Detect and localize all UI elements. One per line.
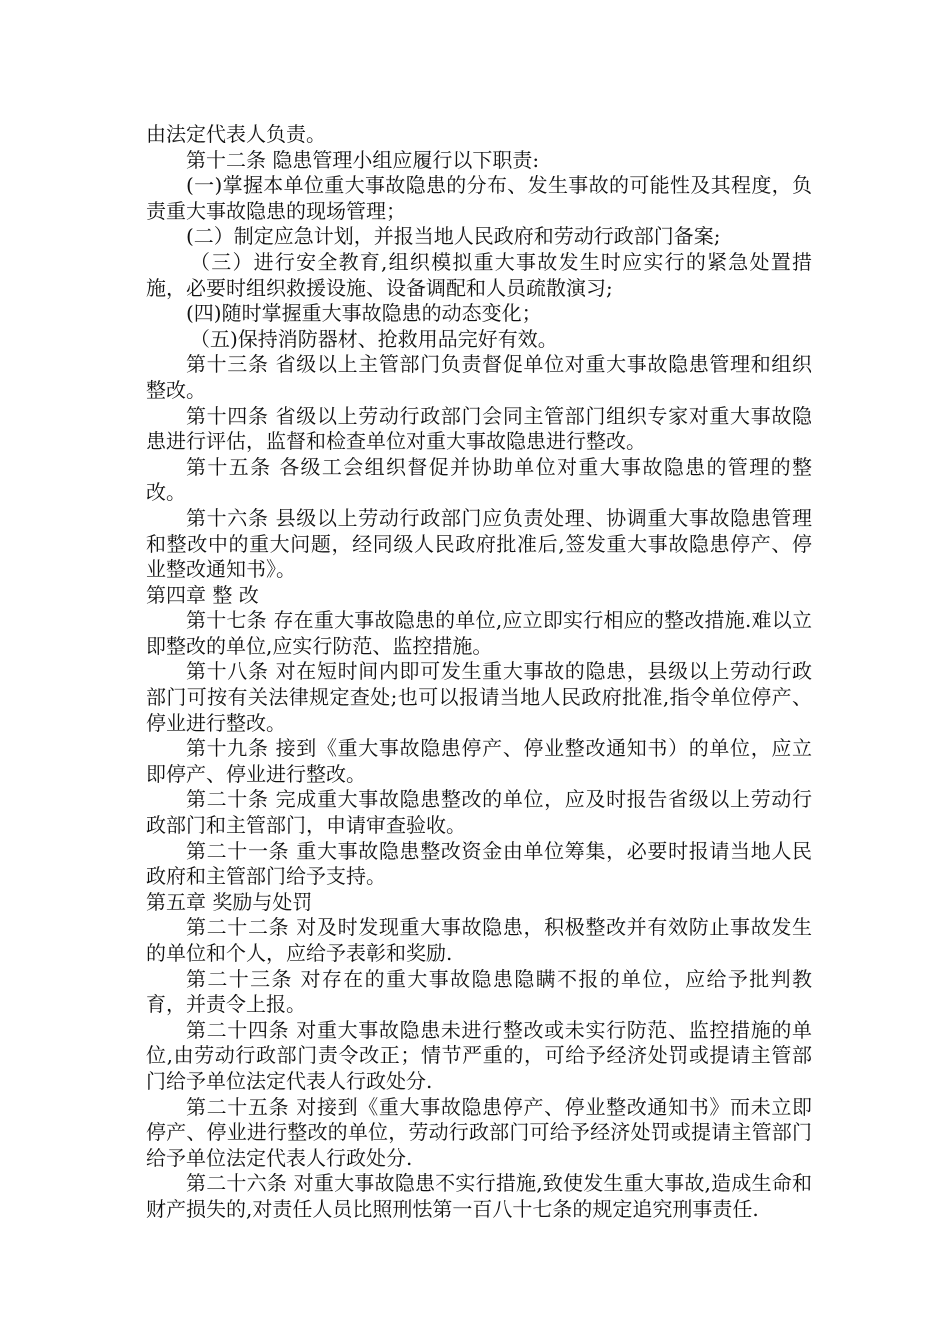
article-18: 第十八条 对在短时间内即可发生重大事故的隐患，县级以上劳动行政部门可按有关法律规定查处;也可以报请当地人民政府批准,指令单位停产、停业进行整改。 bbox=[146, 659, 812, 735]
article-23: 第二十三条 对存在的重大事故隐患隐瞒不报的单位，应给予批判教育，并责令上报。 bbox=[146, 966, 812, 1017]
duty-item-1: (一)掌握本单位重大事故隐患的分布、发生事故的可能性及其程度，负责重大事故隐患的现场管理； bbox=[146, 173, 812, 223]
article-21: 第二十一条 重大事故隐患整改资金由单位筹集，必要时报请当地人民政府和主管部门给予支持。 bbox=[146, 838, 812, 889]
duty-item-4: (四)随时掌握重大事故隐患的动态变化； bbox=[186, 301, 542, 326]
chapter-4-heading: 第四章 整 改 bbox=[146, 582, 259, 607]
article-17: 第十七条 存在重大事故隐患的单位,应立即实行相应的整改措施.难以立即整改的单位,应实行防范、监控措施。 bbox=[146, 608, 812, 658]
article-14: 第十四条 省级以上劳动行政部门会同主管部门组织专家对重大事故隐患进行评估，监督和检查单位对重大事故隐患进行整改。 bbox=[146, 403, 812, 454]
chapter-5-heading: 第五章 奖励与处罚 bbox=[146, 889, 313, 914]
article-22: 第二十二条 对及时发现重大事故隐患，积极整改并有效防止事故发生的单位和个人，应给予表彰和奖励. bbox=[146, 915, 812, 965]
article-20: 第二十条 完成重大事故隐患整改的单位，应及时报告省级以上劳动行政部门和主管部门，申请审查验收。 bbox=[146, 787, 812, 838]
article-26: 第二十六条 对重大事故隐患不实行措施,致使发生重大事故,造成生命和财产损失的,对责任人员比照刑怯第一百八十七条的规定追究刑事责任. bbox=[146, 1171, 812, 1221]
duty-item-2: (二）制定应急计划，并报当地人民政府和劳动行政部门备案; bbox=[186, 224, 721, 249]
article-24: 第二十四条 对重大事故隐患未进行整改或未实行防范、监控措施的单位,由劳动行政部门责令改正；情节严重的，可给予经济处罚或提请主管部门给予单位法定代表人行政处分. bbox=[146, 1017, 812, 1093]
duty-item-5: （五)保持消防器材、抢救用品完好有效。 bbox=[190, 326, 558, 351]
article-12: 第十二条 隐患管理小组应履行以下职责: bbox=[186, 147, 540, 172]
article-15: 第十五条 各级工会组织督促并协助单位对重大事故隐患的管理的整改。 bbox=[146, 454, 812, 505]
paragraph: 由法定代表人负责。 bbox=[146, 122, 326, 146]
document-page bbox=[146, 122, 812, 1223]
duty-item-3: （三）进行安全教育,组织模拟重大事故发生时应实行的紧急处置措施，必要时组织救援设施、设备调配和人员疏散演习; bbox=[146, 249, 812, 300]
article-16: 第十六条 县级以上劳动行政部门应负责处理、协调重大事故隐患管理和整改中的重大问题，经同级人民政府批准后,签发重大事故隐患停产、停业整改通知书》。 bbox=[146, 505, 812, 582]
article-19: 第十九条 接到《重大事故隐患停产、停业整改通知书）的单位，应立即停产、停业进行整改。 bbox=[146, 736, 812, 786]
article-25: 第二十五条 对接到《重大事故隐患停产、停业整改通知书》而未立即停产、停业进行整改的单位，劳动行政部门可给予经济处罚或提请主管部门给予单位法定代表人行政处分. bbox=[146, 1094, 812, 1170]
article-13: 第十三条 省级以上主管部门负责督促单位对重大事故隐患管理和组织整改。 bbox=[146, 352, 812, 402]
